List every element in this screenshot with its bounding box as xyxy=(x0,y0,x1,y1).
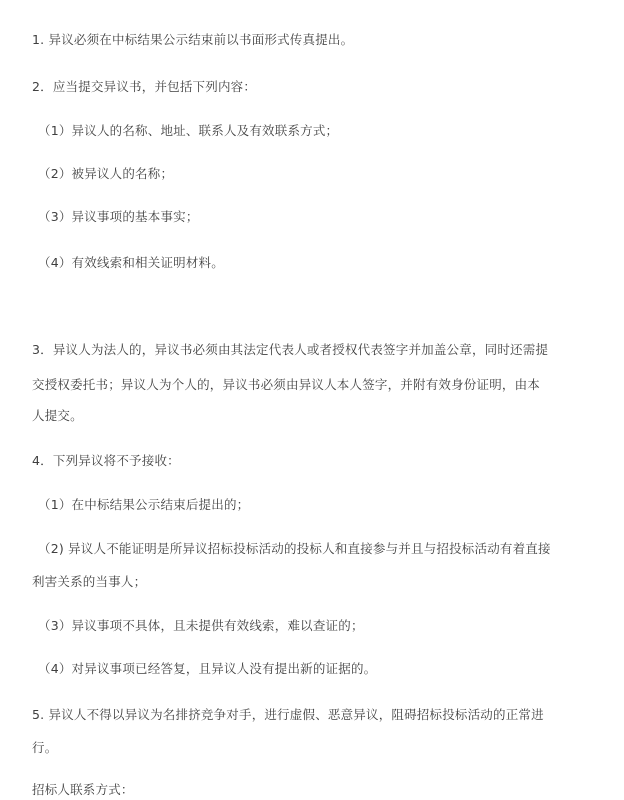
item-2-sub-1: （1）异议人的名称、地址、联系人及有效联系方式； xyxy=(38,123,339,138)
item-4-sub-4: （4）对异议事项已经答复，且异议人没有提出新的证据的。 xyxy=(38,661,377,676)
item-4-sub-2-line-2: 利害关系的当事人； xyxy=(32,574,147,589)
item-4: 4．下列异议将不予接收： xyxy=(32,453,180,468)
item-1: 1. 异议必须在中标结果公示结束前以书面形式传真提出。 xyxy=(32,32,354,47)
item-2: 2．应当提交异议书，并包括下列内容： xyxy=(32,79,257,94)
item-3-line-1: 3．异议人为法人的，异议书必须由其法定代表人或者授权代表签字并加盖公章，同时还需提 xyxy=(32,342,549,357)
item-5-line-1: 5. 异议人不得以异议为名排挤竞争对手，进行虚假、恶意异议，阻碍招标投标活动的正常进 xyxy=(32,707,544,722)
item-4-sub-1: （1）在中标结果公示结束后提出的； xyxy=(38,497,250,512)
item-2-sub-4: （4）有效线索和相关证明材料。 xyxy=(38,255,224,270)
item-3-line-2: 交授权委托书；异议人为个人的，异议书必须由异议人本人签字，并附有效身份证明，由本 xyxy=(32,377,541,392)
item-4-sub-2-line-1: （2) 异议人不能证明是所异议招标投标活动的投标人和直接参与并且与招投标活动有着直接 xyxy=(38,541,551,556)
item-5-line-2: 行。 xyxy=(32,740,58,755)
item-2-sub-2: （2）被异议人的名称； xyxy=(38,166,174,181)
item-2-sub-3: （3）异议事项的基本事实； xyxy=(38,209,199,224)
item-3-line-3: 人提交。 xyxy=(32,408,83,423)
tenderer-contact-heading: 招标人联系方式： xyxy=(32,782,134,797)
item-4-sub-3: （3）异议事项不具体，且未提供有效线索，难以查证的； xyxy=(38,618,364,633)
